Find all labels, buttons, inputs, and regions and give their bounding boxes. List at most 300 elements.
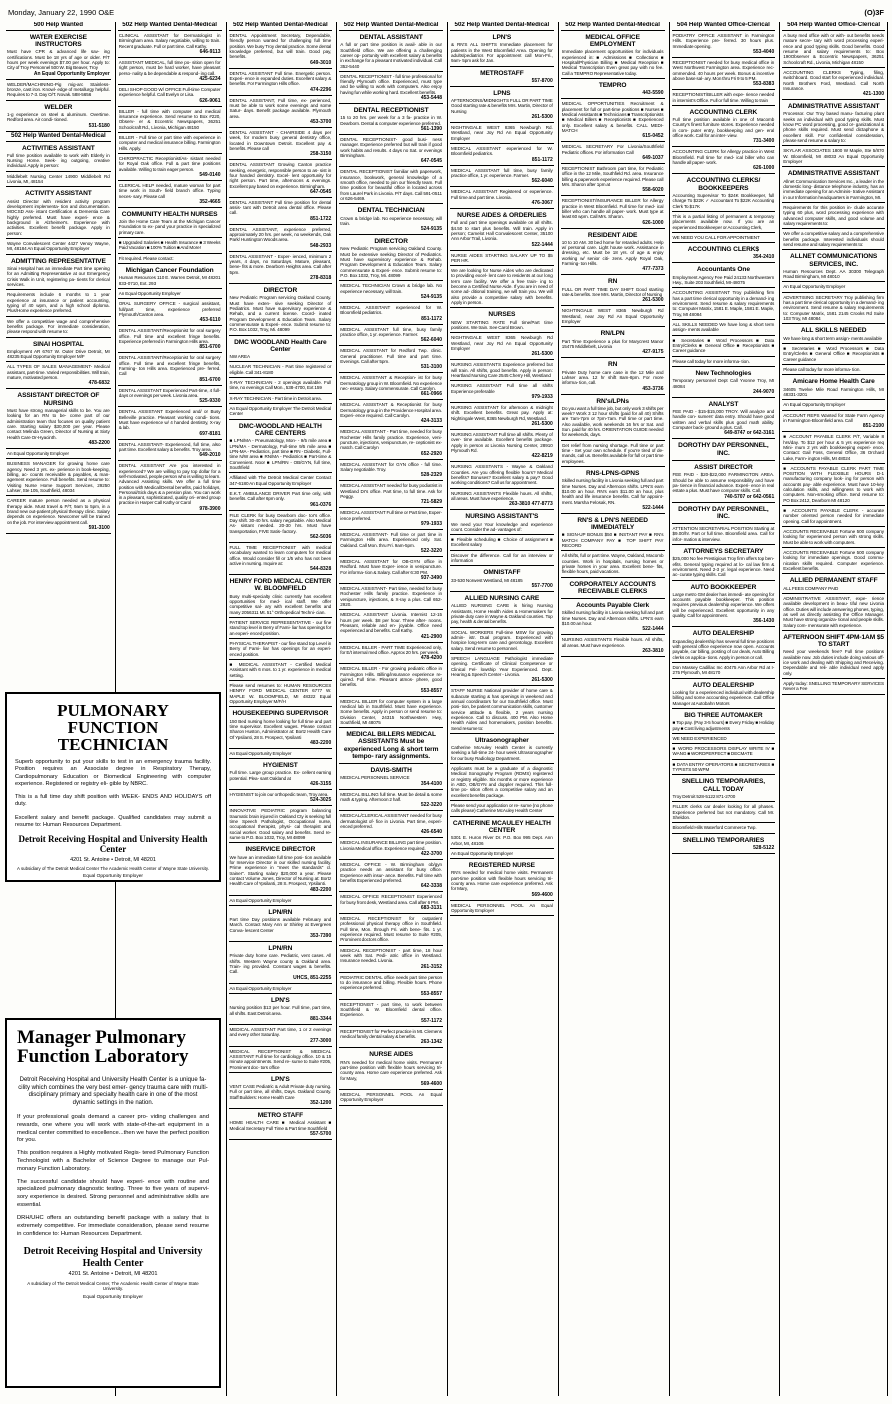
classified-ad: [450, 818, 554, 849]
ad-body: Do you want a full time job, but only work 3 shifts per week? Work 3 12 hour shifts (paid for all 40) Shifts are 7am-7pm or 7pm-7am. Full time or part time. Also available, work weekends 16 hrs or Sat. and Sun. paid for 40 hrs. ORIENTATION GUIDE needed for weekends, days.: [561, 405, 664, 438]
ad-phone[interactable]: 851-1172: [531, 156, 553, 163]
pft-line2: This is a full time day shift position with WEEK- ENDS AND HOLIDAYS off duty.: [15, 794, 211, 808]
ad-phone[interactable]: 477-7373: [642, 266, 664, 273]
ad-title: RN: [607, 361, 618, 369]
ad-phone[interactable]: 522-1444: [642, 504, 664, 511]
ad-phone[interactable]: 476-3067: [531, 199, 553, 206]
ad-body: New Pediatric Program servicing Oakland County. Must be extensive seeking Director of Pediatrics. Must have supervisory experience & Rehab. Program Development & Education Team. Salary commensurate & Experi- ence. Submit resume to: P.O. Box 1032, Troy, Mi. 48099: [340, 246, 442, 279]
ad-phone[interactable]: 531-5180: [88, 122, 110, 129]
ad-body: MEDICAL SECRETARY For Livonia/Southfield Pediatric offices. For information Call: [561, 144, 664, 155]
ad-phone[interactable]: UHCS, 851-2255: [293, 974, 332, 981]
ad-phone[interactable]: 646-9113: [199, 48, 221, 55]
ad-phone[interactable]: 978-3900: [199, 505, 221, 512]
ad-phone[interactable]: 961-0376: [310, 501, 332, 508]
ad-phone[interactable]: 569-4600: [420, 1080, 442, 1087]
ad-phone[interactable]: 425-6234: [199, 75, 221, 82]
classified-ad: [339, 304, 443, 325]
ad-body: DENTAL ASSISTANT Experienced and/ or Busy Belleville practice. Pleasant working condi- tions. Must have experience w/ 4 handed dentistry, X-ray & lab.: [118, 409, 221, 431]
ad-phone[interactable]: 426-6540: [420, 829, 442, 836]
classified-ad: [450, 32, 554, 67]
ad-phone[interactable]: 548-2933: [310, 242, 332, 249]
ad-body: MEDICAL ASSISTANT Full time or Part time, Exper-ience preferred.: [340, 510, 442, 521]
classified-ad: [672, 440, 776, 461]
ad-body: FILLER clerks car dealer looking for all phases. Experience preferred but not mandatory. Call Mr. Sheldon.: [672, 804, 775, 820]
display-ad-pulmonary-function-technician: [5, 692, 221, 882]
ad-title: ADMINISTRATIVE ASSISTANT: [787, 103, 880, 111]
ad-phone[interactable]: 263-3810 477-8773: [509, 501, 553, 508]
ad-phone[interactable]: 524-3025: [310, 797, 332, 804]
classified-ad: [229, 807, 333, 843]
ad-body: MEDICAL RECEPTIONIST for outpatient professional physical therapy office in Southfield. Full time, Mon. through Fri. with bene- fits. 1 yr. experience required. Must resume to Suite #205, Prominent doctors office.: [340, 916, 442, 943]
ad-phone[interactable]: 697-8181: [199, 430, 221, 437]
classified-ad: [6, 318, 111, 338]
ad-phone[interactable]: 422-8219: [531, 453, 553, 460]
ad-title: AUTO DEALERSHIP: [692, 630, 755, 638]
ad-body: INNOVATIVE PEDIATRIC program balancing traumatic brain injured in Oakland Cty is seeking full time Speech Pathologist, Occupational nurse, occupational therapist, physi- cal therapist and social worker. Good salary and benefits. Send re- sume to P.O. Box 1032, Troy, MI 48099: [229, 808, 332, 841]
classified-ad: [672, 175, 776, 211]
ad-title: RN's/LPNs: [596, 397, 629, 405]
classified-ad: [672, 337, 776, 357]
ad-body: Fit required. Please contact:: [118, 255, 174, 261]
ad-title: BIG THREE AUTOMAKER: [684, 711, 763, 719]
classified-ad: [450, 463, 554, 488]
ad-phone[interactable]: 647-0545: [310, 188, 332, 195]
ad-title: WELDER: [44, 103, 73, 111]
ad-phone[interactable]: 851-1172: [421, 315, 442, 322]
ad-title: ACTIVITY ASSISTANT: [25, 190, 92, 198]
classified-ad: [450, 309, 554, 333]
ad-body: Nursing position $13 per hour. Full time, part time, all shifts. East Detroit area.: [229, 1005, 332, 1016]
ad-body: Skilled nursing facility in Livonia seeking full and part time Nurses. Day and Afternoon shifts. LPN'S earn $10.00 an hour.: [561, 610, 664, 627]
mgr-hospital-intro: Detroit Receiving Hospital and University Health Center is a unique fa- cility which combines the very best emer- gency trauma care with multi-disciplinary primary and specialty health care in one of the most dynamic settings in the nation.: [18, 1076, 208, 1107]
ad-body: ALL SKILLS NEEDED We have long & short term assign- ments available: [672, 322, 775, 333]
ad-phone[interactable]: 979-1933: [420, 520, 442, 527]
classified-ad: [339, 282, 443, 303]
ad-phone[interactable]: 353-7390: [310, 933, 332, 940]
ad-phone[interactable]: 483-2200: [310, 886, 332, 893]
ad-phone[interactable]: 626-1000: [753, 165, 775, 172]
classified-ad: [229, 682, 333, 707]
classified-ad: [672, 504, 776, 525]
ad-phone[interactable]: 649-8747 or 642-3161: [724, 430, 775, 437]
classified-ad: [561, 276, 665, 306]
ad-body: MEDICAL ASSISTANT for GYN office - full time. Salary negotiable. Troy.: [340, 461, 442, 473]
ad-body: NW AREA: [229, 354, 251, 360]
ad-phone[interactable]: 740-5707 or 642-0561: [724, 493, 775, 500]
ad-body: Allnet Communication Services Inc., a leader in the domestic long- distance telephone industry, has an immediate opening for an Adminis- trative Assistant in our Information headquarters in Farmington, MI.: [783, 178, 884, 200]
ad-body: Crown & bridge lab. No experience necessary, will train.: [340, 215, 442, 226]
ad-phone[interactable]: 483-2200: [310, 739, 332, 746]
classified-column: [447, 22, 556, 1396]
ad-phone[interactable]: 851-1722: [310, 215, 332, 222]
ad-phone[interactable]: 478-4200: [420, 655, 442, 662]
classified-ad: [229, 161, 333, 198]
ad-body: MEDICAL ASSISTANT for Redford Twp. clinic. General practitioner. Full time and part time. Evenings. Call after 5pm.: [340, 348, 442, 365]
ad-body: X-RAY TECHNICIAN - Part time in Detroit area.: [229, 395, 322, 401]
ad-phone[interactable]: 649-1037: [642, 154, 664, 161]
ad-body: Accounting Supervisor To $24K Bookkeeper, full charge To $22K ✓ Accountant To $22K Accounting Clerk To $17K: [672, 192, 775, 209]
ad-title: RNS-LPNS-GPNS: [585, 470, 640, 478]
classified-ad: [339, 839, 443, 860]
ad-phone[interactable]: 524-9135: [420, 226, 442, 233]
ad-body: An Equal Opportunity Employer: [229, 750, 292, 756]
ad-body: Expanding dealership has several full time positions with general office experience now open. Accounts payable, car billing, posting of car deals, Auto Billing clerks on applica- tions. Apply in person or call.: [672, 638, 775, 660]
ad-title: DOROTHY DAY PERSONNEL, INC.: [678, 505, 769, 520]
ad-phone[interactable]: 422-3700: [420, 851, 442, 858]
classified-ad: [229, 1026, 333, 1047]
ad-body: ■ DATA ENTRY OPERATORS ■ SECRETARIES ■ TYPISTS 50 WPM: [672, 761, 775, 773]
masthead-folio: (O)3F: [864, 8, 884, 17]
classified-ad: [450, 68, 554, 87]
ad-phone[interactable]: 522-1444: [531, 241, 553, 248]
ad-body: Must have CPR & advanced life sav- ing certifications. Must be 18 yrs of age or older. P/T hours per week evenings $7.00 per hour. Apply to: City of Troy Personnel 500 W. Big Beaver, Troy: [7, 49, 110, 71]
classified-ad: [450, 536, 554, 551]
ad-body: Wayne Convalescent Center 4427 Venoy Wayne, MI, 48184 An Equal Opportunity Employer: [7, 241, 110, 252]
ad-phone[interactable]: 591-3100: [88, 524, 110, 531]
classified-ad: [561, 307, 665, 327]
ad-phone[interactable]: 424-3133: [420, 418, 442, 425]
ad-body: Skilled nursing facility in Livonia seeking full and part time Nurses. Day and Afternoon shifts. LPN'S earn $10.00 an hour. RN's earn $11.00 an hour, plus health and life insurance benefits. Call for appoint- ment. Marsha Felosak, RN.: [561, 478, 664, 505]
ad-phone[interactable]: 937-3490: [420, 574, 442, 581]
ad-phone[interactable]: 558-6020: [642, 187, 664, 194]
ad-body: SOCIAL WORKERS Full-time MSW for growing admin- istr. Dual program. Experienced with hospice long-term care and gerontology. Excellent salary. Send resume to personnel.: [451, 629, 553, 651]
ad-body: All shifts, full or part time. Wayne, Oakland, Macomb counties. Work in hospitals, nursing homes or private homes in your area. Excellent bene- fits, flexible hours, paid vacations.: [561, 553, 664, 575]
classified-ad: [339, 73, 443, 104]
classified-ad: [229, 253, 333, 284]
ad-phone[interactable]: 652-2920: [420, 450, 442, 457]
ad-phone[interactable]: 557-5700: [310, 1131, 332, 1138]
ad-phone[interactable]: 356-1430: [753, 618, 775, 625]
ad-title: ADMINISTRATIVE ASSISTANT: [787, 170, 880, 178]
ad-phone[interactable]: 522-1444: [642, 626, 664, 633]
ad-phone[interactable]: 522-3220: [420, 802, 442, 809]
ad-body: DENTAL ASSISTANT/Receptionist for oral surgery office. Full time and excellent fringe benefits, Farming- ton Hills area. Experienced pre- ferred. Call: [118, 355, 221, 377]
ad-phone[interactable]: 453-3736: [642, 385, 664, 392]
classified-ad: [450, 593, 554, 628]
ad-phone[interactable]: 851-2100: [862, 423, 884, 430]
ad-body: FILE CLERK for busy Dearborn doc- tor's office. Day shift. 30-40 hrs. salary negotiable. Also Medical As- sistant needed. 20-30 hrs. Must have transportation, FIVE Satis- factory.: [229, 512, 332, 534]
ad-phone[interactable]: 553-4040: [753, 48, 775, 55]
ad-title: CORPORATELY ACCOUNTS RECEIVABLE CLERKS: [569, 580, 656, 595]
ad-body: MEDICAL ASSISTANT - Part time, needed for busy Rochester Hills family practice. Experience, veni- puncture, injections, venipuncture, re- ceptionist ex-match. Call Carolyn: [340, 429, 442, 451]
ad-body: This is a partial listing of permanent & temporary placements available now. If you are an experienced Bookkeeper or Accounting Clerk,: [672, 213, 775, 230]
ad-phone[interactable]: 263-3810: [642, 648, 664, 655]
ad-phone[interactable]: 528-5122: [753, 844, 775, 851]
ad-phone[interactable]: 562-5036: [310, 533, 332, 540]
classified-ad: [450, 490, 554, 511]
ad-phone[interactable]: 278-8318: [310, 275, 332, 282]
classified-ad: [672, 244, 776, 263]
ad-phone[interactable]: 277-3000: [310, 1037, 332, 1044]
classified-ad: [561, 197, 665, 228]
ad-phone[interactable]: 557-1172: [421, 1017, 442, 1024]
ad-title: OMNISTAFF: [483, 569, 521, 577]
classified-ad: [339, 893, 443, 914]
ad-body: 15 to 20 hrs. per week for a 3 fa- practice in W. Dearborn. Dental & computer experience preferred.: [340, 115, 442, 126]
ad-phone[interactable]: 661-0966: [420, 391, 442, 398]
classified-ad: [672, 59, 776, 90]
ad-body: MEDICAL RECEPTIONIST - part time, 18 hour week with Sat. Pedi- atric office in Westland. Insurance needed. Livonia.: [340, 947, 442, 964]
ad-phone[interactable]: 261-5300: [531, 351, 553, 358]
ad-phone[interactable]: 421-2900: [420, 633, 442, 640]
ad-body: New Pediatric Program servicing Oakland County. Must have exten- sive seeking Director of Pediatrics. Must have supervisory experience & Rehab, and a current license. Coord- inated Program Development & Education Team. Salary commensurate & Experi- ence. Submit resume to: P.O. Box 1032, Troy, Mi. 48099: [229, 295, 332, 333]
ad-body: Applicants must be a graduate of a diagnostic Medical Sonography Program (RDMS) registered or registry eligible. Six months or more experience in ABD, OB/GYN and doppler required. This full-time po- sition offers a competitive salary and an excellent benefits package.: [451, 766, 553, 798]
ad-phone[interactable]: An Equal Opportunity Employer: [33, 70, 110, 77]
ad-body: 5301 E. Huron River Dr. P.O. Box 995 Dept. Ann Arbor, MI, 48106: [451, 835, 553, 846]
ad-body: ACCOUNTING CLERKS Typing, filing, switchboard. Good start for experienced individual. North Brothers Ford, Westland. Call North Insurance.: [783, 69, 884, 91]
classified-ad: [339, 374, 443, 400]
ad-body: STAFF NURSE National provider of home care & subacute starting & has openings in weekend and annual coordinators for our Southfield office. Must posi- tion, be patient communication skills, customer service attitude & flexible, 2 years nursing experience. Call to discuss. 400 PM. Also Home Health Aides and homemakers, position benefits. Send resume to:: [451, 688, 553, 731]
classified-ad: [782, 433, 885, 464]
classified-ad: [672, 803, 776, 823]
ad-title: WATER EXERCISE INSTRUCTORS: [29, 33, 87, 49]
ad-body: A busy med office with or with- out benefits needs mature secre- tary with word processing experi- ence and good typing skills. Good benefits. Good resume and salary requirements to: Box 190Observer & Eccentric Newspapers, 36251 Schoolcraft Rd., Livonia, Michigan 48150: [783, 32, 884, 65]
ad-body: ■ Upgraded Salaries ■ Health Insurance ■ 3 Weeks Paid Vacation ■ 100% Tuition ■ And More!: [118, 240, 221, 251]
ad-body: BILLER - full time with computer and medical insurance experience. Send resume to Box #220, Observ- er & Eccentric Newspapers, 36251 Schoolcraft Rd., Livonia, Michigan 48150: [118, 108, 221, 130]
classified-ad: [450, 431, 554, 462]
ad-phone[interactable]: 263-1342: [420, 1039, 442, 1046]
ad-phone[interactable]: 544-8328: [310, 566, 332, 573]
classified-ad: [6, 173, 111, 188]
mgr-paragraph-4: DRH/UHC offers an outstanding benefit package with a salary that is extremely competitive. For immediate consideration, please send resume in confidence to: Human Resources Department.: [17, 1214, 209, 1237]
classified-ad: [782, 230, 885, 250]
classified-ad: [672, 628, 776, 663]
ad-body: ADVERTISING SECRETARY Troy publishing firm has a part time clerical opportunity in a demand- ing environment. Send resume & salary requirements to: Computer Matrix, 1581 2145 Crooks Rd Suite 103 Troy, MI 48084: [783, 294, 884, 322]
ad-phone[interactable]: 354-4100: [420, 780, 442, 787]
ad-phone[interactable]: 557-8700: [531, 77, 553, 84]
ad-body: WE NEED YOU CALL FOR APPOINTMENT: [672, 234, 760, 240]
ad-phone[interactable]: 261-5300: [531, 113, 553, 120]
ad-title: DIRECTOR: [374, 238, 408, 246]
classified-column: [779, 22, 888, 1396]
ad-phone[interactable]: 244-9070: [753, 388, 775, 395]
classified-ad: [782, 595, 885, 631]
classified-column: [558, 22, 667, 1396]
ad-title: HYGIENIST: [263, 762, 298, 770]
ad-phone[interactable]: 649-3010: [310, 59, 332, 66]
ad-body: PHYSICAL THERAPIST - our fine stand top Level in Berry of Fami- liar has openings for an experi- enced position.: [229, 640, 332, 657]
classification-header: 502 Help Wanted Dental-Medical: [561, 22, 665, 31]
classified-ad: [339, 136, 443, 167]
classified-ad: [450, 252, 554, 267]
classified-ad: [450, 655, 554, 686]
ad-phone[interactable]: 626-1000: [642, 219, 664, 226]
ad-body: DENTAL RECEPTIONIST - full time professional for friendly Plymouth office. Experienced, must type and be willing to work with computers. Also enjoy having fun while working hard. Excellent benefits.: [340, 73, 442, 95]
classified-ad: [339, 947, 443, 973]
classified-ad: [229, 640, 333, 660]
ad-body: NIGHTINGALE WEST 8365 Newburgh Rd. Westland, near Joy Rd An Equal Opportunity Employer: [451, 124, 553, 141]
ad-body: MEDICAL ASSISTANT experienced for W. Bloomfield pediatrics.: [451, 145, 553, 157]
ad-phone[interactable]: 478-6832: [88, 380, 110, 387]
pft-title: PULMONARY FUNCTION TECHNICIAN: [57, 701, 169, 754]
ad-body: Full time position available in one of Macomb County's finest furniture stores. Experience needed in com- puter entry, bookkeeping and gen- eral office work. Call for an inter- view.: [672, 117, 775, 139]
classified-ad: [229, 490, 333, 511]
ad-title: AFTERNOON SHIFT 4PM-1AM $5 TO START: [783, 633, 884, 649]
classified-ad: [339, 1049, 443, 1090]
classified-ad: [450, 334, 554, 360]
ad-phone[interactable]: 258-3150: [310, 151, 332, 158]
ad-phone[interactable]: 453-6110: [199, 317, 221, 324]
classified-ad: [450, 735, 554, 764]
ad-phone[interactable]: 851-6700: [199, 344, 221, 351]
ad-body: Apply today: SNELLING TEMPORARY SERVICES Never a Fee: [783, 681, 884, 692]
ad-body: RN's needed for medical home visits. Permanent part-time position with flexible hours servicing tri- county area. Home care experience preferred. Ask for Mary,: [451, 870, 553, 892]
ad-body: ■ Secretaries ■ Word Processors ■ Data Entry/Clerks ■ General Office ■ Receptionists ■ Career guidance: [783, 345, 884, 362]
classification-header: 502 Help Wanted Dental-Medical: [450, 22, 554, 31]
ad-title: RN/LPN: [600, 330, 625, 338]
ad-body: ■ ACCOUNTS PAYABLE CLERK PART TIME POSITION WITH FLEXIBLE HOURS D-1 manufacturing company look- ing for person with accounts pay- able experience. Must have 10-key calculation skills, and willingness to work with computers. Non-smoking office. Send resume to: PO Box 2412, Dearborn MI 48120: [783, 465, 884, 503]
ad-body: ■ LPN/MA - Pneumatology, Mon- - 9/5 mile area ■ LPN/MA - Dermatology, Full-time 9/5 mile area ■ LPN-MA - Pediatrics, part time ■ RN - Diabetic, Full-time N/W area ■ RN/MA - Pediatrics ■ Part-time & Convenient. Noor ■ LPN/RN - OB/GYN, full time, Southfield: [229, 438, 332, 470]
classified-ad: [561, 143, 665, 164]
ad-phone[interactable]: 553-8383: [753, 81, 775, 88]
classified-ad: [782, 147, 885, 167]
classified-ad: [339, 611, 443, 642]
classified-ad: [672, 32, 776, 58]
ad-body: DENTAL ASSISTANT Growing Canton practice seeking, energetic, responsible person to as- sist in four handed dentistry. Excel- lent opportunity for right person. Part time, afternoons & evenings. Excellent pay based on experience. Birmingham.: [229, 162, 332, 189]
classified-ad: [339, 1091, 443, 1106]
ad-phone[interactable]: 979-1933: [531, 393, 553, 400]
ad-phone[interactable]: 649-2010: [199, 452, 221, 459]
ad-body: NURSING ASSISTANT Full time all shifts Experience preferable: [451, 383, 553, 394]
classified-ad: [561, 442, 665, 467]
classified-ad: [782, 632, 885, 679]
ad-title: DAVIS-SMITH: [370, 767, 412, 775]
ad-title: AUTO DEALERSHIP: [692, 681, 755, 689]
ad-phone[interactable]: 531-3100: [420, 364, 442, 371]
ad-title: ASSISTANT DIRECTOR OF NURSING: [17, 392, 100, 407]
ad-body: MEDICAL TECHNICIAN Crown & bridge lab. No experience necessary, will train.: [340, 283, 442, 294]
ad-phone[interactable]: 261-5300: [642, 297, 664, 304]
ad-phone[interactable]: 647-0545: [420, 158, 442, 165]
classified-ad: [672, 368, 776, 398]
ad-title: LPN/RN: [268, 945, 293, 953]
ad-body: Private duty home care. Pediatric, vent cases. All shifts. Western Wayne county & Oakland area. Train- ing provided. Constant wages & benefits. Call.: [229, 953, 332, 975]
ad-body: ASSISTANT MEDICAL, full time po- sition open for right person, must be hard worker, have pleasant perso- nality & be dependable & respond- ing call.: [118, 59, 221, 76]
ad-phone[interactable]: 352-4665: [199, 198, 221, 205]
ad-phone[interactable]: 427-9175: [642, 349, 664, 356]
ad-phone[interactable]: 354-2410: [753, 254, 775, 261]
ad-phone[interactable]: 553-8557: [420, 687, 442, 694]
classified-ad: [6, 256, 111, 291]
classified-ad: [229, 97, 333, 128]
ad-phone[interactable]: 474-2296: [310, 86, 332, 93]
classified-ad: [229, 379, 333, 394]
ad-title: AUTO BOOKKEEPER: [690, 583, 757, 591]
ad-body: RECEPTIONIST - part time, to work between Southfield & W. Bloomfield dental office. Experience.: [340, 1001, 442, 1018]
ad-phone[interactable]: 642-3338: [420, 883, 442, 890]
ad-body: NIGHTINGALE WEST 8365 Newburgh Rd Westland, near Joy Rd An Equal Opportunity Employer: [451, 335, 553, 352]
classified-ad: [118, 182, 222, 208]
classified-ad: [229, 760, 333, 790]
classified-ad: [561, 359, 665, 394]
ad-phone[interactable]: 881-3344: [310, 1015, 332, 1022]
ad-body: ORAL SURGERY OFFICE - surgical assistant, full/part time, experience preferred Plymouth/Canton area.: [118, 301, 221, 317]
ad-body: Temporary personnel Dept Call Yvonne Troy, MI 48084: [672, 378, 775, 389]
classification-header: 504 Help Wanted Office-Clerical: [782, 22, 885, 31]
ad-phone[interactable]: 421-1300: [862, 91, 884, 98]
classified-ad: [450, 765, 554, 801]
classified-ad: [561, 80, 665, 99]
classified-ad: [561, 100, 665, 142]
classified-ad: [561, 579, 665, 600]
ad-body: MEDICAL OFFICE - W. Birmingham ob/gyn practice needs an assistant for busy office. Experience with insur- ance. Benefits. Full time with benefits Experienced preferred.: [340, 862, 442, 884]
ad-phone[interactable]: 528-2329: [420, 472, 442, 479]
ad-phone[interactable]: 524-9135: [420, 294, 442, 301]
classified-ad: [339, 558, 443, 584]
ad-phone[interactable]: 261-5300: [531, 677, 553, 684]
ad-body: An Equal Opportunity Employer: [229, 985, 292, 991]
ad-phone[interactable]: 731-3400: [753, 138, 775, 145]
classified-ad: [782, 251, 885, 282]
classified-ad: [450, 511, 554, 535]
ad-body: A full or part time position is avail- able in our Southfield office. We are offering a challenging career op- portunity with excellent salary & benefits in exchange for a pleasant motivated individual. Call 352-5440: [340, 42, 442, 69]
ad-phone[interactable]: 522-3220: [420, 547, 442, 554]
ad-phone[interactable]: 626-9061: [199, 97, 221, 104]
classified-column: [336, 22, 445, 1396]
classified-ad: [118, 59, 222, 85]
ad-body: NURSE AIDES STARTING SALARY UP TO $5 PER HR.: [451, 252, 553, 263]
ad-phone[interactable]: 721-5829: [420, 499, 442, 506]
ad-body: NIGHTINGALE WEST 8365 Newburgh Rd Westland, near Joy Rd An Equal Opportunity Employer: [561, 308, 664, 325]
ad-phone[interactable]: 525-9330: [199, 398, 221, 405]
ad-body: MEDICAL ASSISTANT Registered or experience. Full time and part time. Livonia.: [451, 189, 553, 200]
ad-phone[interactable]: 562-6040: [531, 178, 553, 185]
ad-phone[interactable]: 426-3155: [310, 781, 332, 788]
ad-phone[interactable]: 615-0452: [642, 133, 664, 140]
ad-body: Large metro GM dealer has immedi- ate opening for accounts payable bookkeeper. This position requires previous dealership experience. We offers will be experienced. Excellent opportunity in any quality. Call for appointment.: [672, 591, 775, 619]
ad-phone[interactable]: 549-0140: [199, 171, 221, 178]
ad-body: DENTAL ASSISTANT Are you interested in experienced? We are willing to pay top dollar for a self-motivated, people person who is willing to learn. Advanced Assisting skills. We offer a full time position with Medical/Dental benefits, paid holidays, Personal/Sick days & a pension plan. You can work in a pleasant, sophisticated, quality ori- ented group practice in Harper Call Kathy or Carol: [118, 463, 221, 506]
classified-ad: [6, 450, 111, 459]
ad-body: PODIATRY OFFICE ASSISTANT in Farmington Hills. Experience pre- ferred. 30 hours plus. Immediate opening.: [672, 32, 775, 49]
ad-body: MEDICAL RECEPTIONIST & MEDICAL ASSISTANT Full time for cardiology office. 10 & 15 minute appointments. Send re- sume to Suite #205, Prominent doc- tors office: [229, 1048, 332, 1070]
ad-title: TEMPRO: [598, 82, 627, 90]
classified-ad: [672, 761, 776, 776]
classified-ad: [450, 687, 554, 734]
ad-body: DENTAL RECEPTIONIST familiar with paperwork, insurance, bookwork, general knowledge of a smooth office, needed to join our friendly team. Full time position for beautiful office in located across from Laurel Park in Livonia. P/T days. Call 591-0511 or 626-5469.: [340, 169, 442, 201]
ad-phone[interactable]: 557-7700: [531, 583, 553, 590]
mgr-paragraph-2: This position requires a Highly motivated Regis- tered Pulmonary Function Technologist with a Bachelor of Science Degree to manage our Pul- monary Function Laboratory.: [17, 1150, 209, 1172]
ad-phone[interactable]: 453-5448: [420, 95, 442, 102]
classified-ad: [339, 347, 443, 373]
ad-body: An Equal Opportunity Employer: [7, 450, 69, 456]
ad-title: Amicare Home Health Care: [792, 378, 875, 386]
ad-phone[interactable]: 553-8557: [420, 990, 442, 997]
ad-phone[interactable]: 261-3152: [420, 963, 442, 970]
ad-phone[interactable]: 453-3700: [310, 118, 332, 125]
ad-body: Assist Director with resident activity program development implementa- tion and documentation. MOCSD Ass- istant Certification & Dementia Care highly preferred. Must have experi- ence & background in Alzheimer's. Experience with activities. Excellent benefit package. Apply in person:: [7, 198, 110, 236]
pft-eeo: Equal Opportunity Employer: [83, 874, 143, 880]
ad-body: 150 Bed nursing home looking for full time and part time supervisor. Excellent wages. Please contact Sharon Huston, Administrator at: Bortz Health Care Of Ypsilanti, 28 S. Prospect, Ypsilanti: [229, 718, 332, 740]
classified-ad: [339, 729, 443, 764]
ad-title: ATTORNEYS SECRETARY: [683, 548, 764, 556]
ad-body: Employment Agency Fee Paid 24133 Northwestern Hwy., Suite 203 Southfield, MI-48075: [672, 274, 775, 286]
ad-phone[interactable]: 352-1200: [310, 1100, 332, 1107]
ad-phone[interactable]: 561-1390: [420, 126, 442, 133]
ad-phone[interactable]: 851-6700: [199, 376, 221, 383]
ad-body: FEE PAID - $15-$15,000 TROY. Will analyze and handle con- sumers' data entry. Should have good written and verbal skills plus good math ability. Computer back- ground a plus. Call.: [672, 409, 775, 431]
ad-phone[interactable]: 562-6040: [420, 337, 442, 344]
ad-phone[interactable]: 261-5300: [531, 420, 553, 427]
classified-ad: [782, 465, 885, 506]
ad-phone[interactable]: 683-3131: [420, 905, 442, 912]
ad-phone[interactable]: 483-2200: [88, 439, 110, 446]
ad-phone[interactable]: 443-5590: [642, 90, 664, 97]
classified-ad: [229, 844, 333, 895]
classified-ad: [339, 644, 443, 665]
ad-phone[interactable]: 569-4600: [531, 891, 553, 898]
classified-ad: [782, 376, 885, 400]
